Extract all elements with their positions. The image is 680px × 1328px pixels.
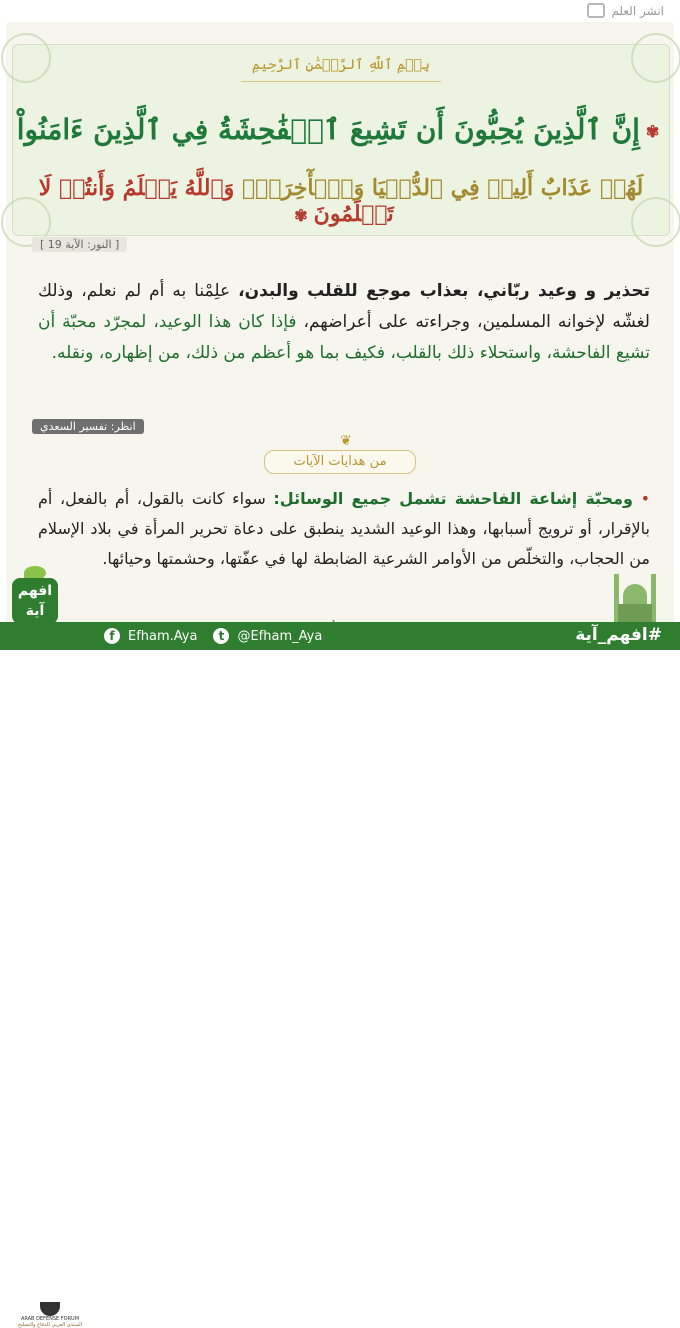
lesson-body: سواء كانت بالقول، أم بالفعل، أم بالإقرار، أو ترويج أسبابها، وهذا الوعيد الشديد ينطبق على دعاة تحرير المرأة في بلاد الإسلام من الحجاب، والتخلّص من الأوامر الشرعية الضابطة لها في عفّتها، وحشمتها وحيائها.	[38, 489, 650, 568]
verse-reference: [ النور: الآية 19 ]	[32, 237, 127, 252]
post-card	[6, 22, 674, 650]
verse-text-2a: لَهُمۡ عَذَابٌ أَلِيمٞ فِي ٱلدُّنۡيَا وَٱلۡأٓخِرَةِۚ	[241, 175, 644, 201]
mosque-icon	[614, 570, 656, 628]
logo-text: افهم آية	[12, 578, 58, 624]
lesson-text	[38, 484, 650, 574]
forum-name: ARAB DEFENSE FORUM	[20, 1316, 80, 1322]
footer-bar	[0, 622, 680, 650]
verse-line-1	[13, 113, 669, 146]
verse-text-2b: وَٱللَّهُ يَعۡلَمُ وَأَنتُمۡ لَا تَعۡلَمُونَ	[38, 175, 394, 227]
tafsir-lead: تحذير و وعيد ربّاني، بعذاب موجع للقلب والبدن،	[238, 281, 650, 301]
share-button[interactable]	[587, 3, 664, 18]
hashtag[interactable]: #افهم_آية	[575, 625, 662, 645]
facebook-icon[interactable]: f	[104, 628, 120, 644]
lesson-highlight: ومحبّة إشاعة الفاحشة تشمل جميع الوسائل:	[273, 489, 633, 508]
top-bar	[0, 0, 680, 22]
tafsir-emphasis: فإذا كان هذا الوعيد، لمجرّد محبّة أن تشيع الفاحشة، واستحلاء ذلك بالقلب، فكيف بما هو أعظم من ذلك، من إظهاره، ونقله.	[38, 312, 650, 363]
twitter-handle[interactable]: @Efham_Aya	[237, 628, 323, 644]
twitter-icon[interactable]: t	[213, 628, 229, 644]
watermark-strip	[0, 650, 680, 1328]
efham-aya-logo	[6, 562, 62, 630]
share-label: انشر العلم	[611, 3, 664, 18]
forum-slogan: المنتدى العربي للدفاع والتسليح	[17, 1322, 83, 1328]
mosque-dome	[623, 584, 647, 604]
tafsir-text	[38, 276, 650, 369]
basmala: بِسۡمِ ٱللَّهِ ٱلرَّحۡمَٰنِ ٱلرَّحِيمِ	[251, 57, 431, 73]
tafsir-source: انظر: تفسير السعدي	[32, 419, 144, 434]
verse-box	[12, 44, 670, 236]
retweet-icon	[587, 3, 605, 18]
tafsir-body: علِمْنا به أم لم نعلم، وذلك لغشّه لإخوانه المسلمين، وجراءته على أعراضهم،	[38, 281, 650, 332]
social-links	[104, 628, 322, 644]
facebook-handle[interactable]: Efham.Aya	[128, 628, 198, 644]
lessons-heading: من هدايات الآيات	[264, 450, 416, 474]
verse-line-2	[13, 175, 669, 227]
verse-marker-icon: ✾	[294, 205, 308, 225]
verse-text-1: إِنَّ ٱلَّذِينَ يُحِبُّونَ أَن تَشِيعَ ٱلۡفَٰحِشَةُ فِي ٱلَّذِينَ ءَامَنُواْ	[16, 113, 640, 146]
verse-marker-icon: ✾	[645, 122, 660, 141]
bullet-icon: •	[640, 489, 650, 508]
forum-watermark	[8, 1302, 92, 1328]
shield-icon	[40, 1302, 60, 1316]
divider-ornament: ❦	[340, 433, 352, 449]
